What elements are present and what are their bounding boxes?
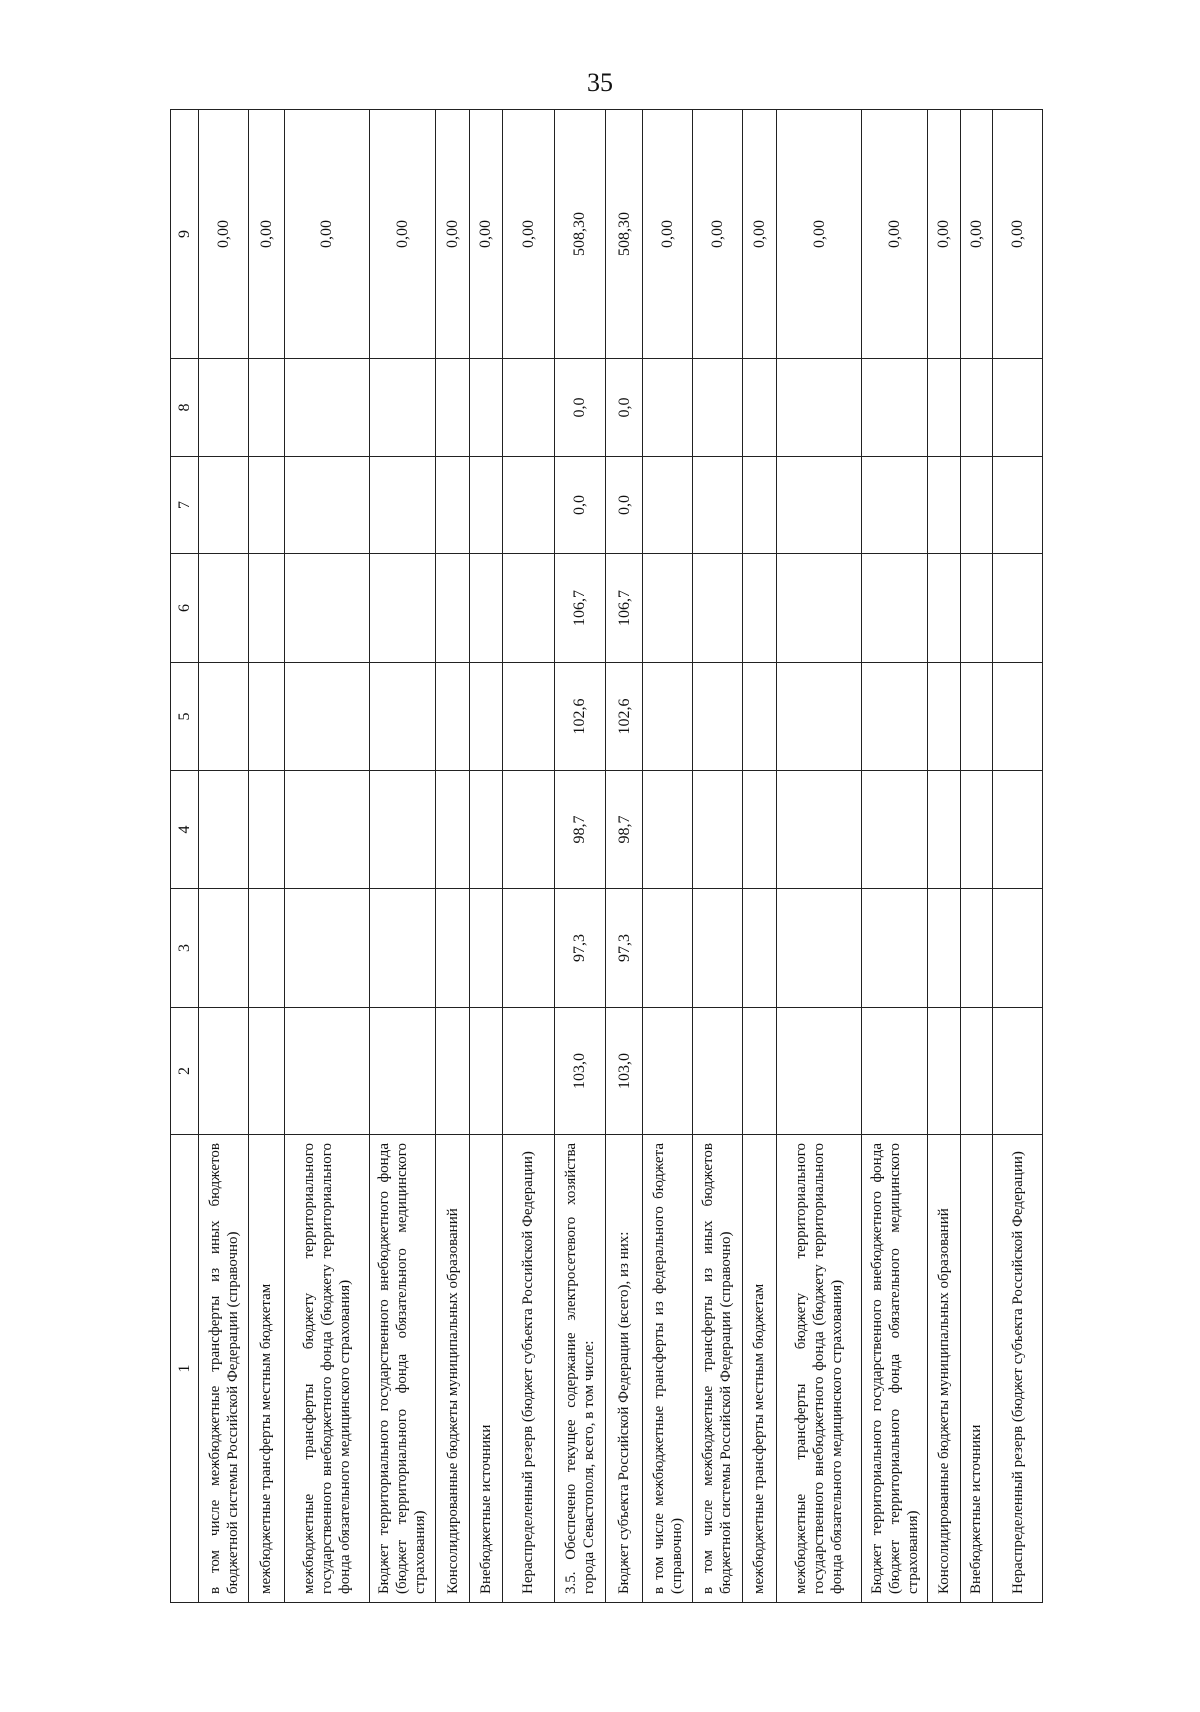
row-value bbox=[369, 359, 435, 457]
table-row bbox=[960, 110, 992, 1603]
row-value: 508,30 bbox=[606, 110, 643, 359]
table-row bbox=[742, 110, 777, 1603]
row-value: 97,3 bbox=[606, 889, 643, 1008]
row-value bbox=[993, 457, 1043, 554]
row-label: 3.5. Обеспечено текущее содержание электросетевого хозяйства города Севастополя, всего, в том числе: bbox=[554, 1135, 606, 1603]
row-label: Бюджет территориального государственного внебюджетного фонда (бюджет территориального фонда обязательного медицинского страхования) bbox=[862, 1135, 928, 1603]
row-value bbox=[692, 663, 742, 771]
row-value bbox=[470, 457, 502, 554]
row-value bbox=[284, 457, 369, 554]
row-value: 508,30 bbox=[554, 110, 606, 359]
row-value bbox=[960, 554, 992, 663]
row-value: 0,00 bbox=[470, 110, 502, 359]
row-value: 0,00 bbox=[248, 110, 284, 359]
row-value bbox=[928, 1008, 960, 1135]
row-value bbox=[960, 771, 992, 889]
row-value bbox=[777, 1008, 862, 1135]
row-value: 0,00 bbox=[928, 110, 960, 359]
row-value bbox=[777, 457, 862, 554]
row-value bbox=[502, 1008, 554, 1135]
row-value bbox=[199, 663, 249, 771]
row-value bbox=[502, 771, 554, 889]
row-value bbox=[643, 889, 693, 1008]
row-value bbox=[284, 1008, 369, 1135]
row-value: 0,00 bbox=[692, 110, 742, 359]
row-value bbox=[199, 457, 249, 554]
page-number: 35 bbox=[587, 68, 613, 97]
col-header: 2 bbox=[171, 1008, 199, 1135]
table-row bbox=[643, 110, 693, 1603]
table-row bbox=[777, 110, 862, 1603]
row-value bbox=[435, 771, 470, 889]
row-value bbox=[435, 1008, 470, 1135]
row-value bbox=[960, 457, 992, 554]
row-value bbox=[248, 457, 284, 554]
row-value bbox=[199, 1008, 249, 1135]
row-value bbox=[470, 359, 502, 457]
row-label: в том числе межбюджетные трансферты из федерального бюджета (справочно) bbox=[643, 1135, 693, 1603]
table-row bbox=[369, 110, 435, 1603]
row-value: 102,6 bbox=[606, 663, 643, 771]
row-value bbox=[470, 554, 502, 663]
row-value bbox=[862, 457, 928, 554]
row-value bbox=[862, 663, 928, 771]
row-value: 0,0 bbox=[554, 457, 606, 554]
col-header: 4 bbox=[171, 771, 199, 889]
row-value bbox=[248, 771, 284, 889]
col-header: 6 bbox=[171, 554, 199, 663]
row-value bbox=[742, 1008, 777, 1135]
row-value: 0,00 bbox=[435, 110, 470, 359]
row-value bbox=[993, 663, 1043, 771]
table-row bbox=[284, 110, 369, 1603]
row-value bbox=[502, 359, 554, 457]
row-value: 0,00 bbox=[284, 110, 369, 359]
row-label: межбюджетные трансферты бюджету территориального государственного внебюджетного фонда (бюджету территориального фонда обязательного медицинского страхования) bbox=[777, 1135, 862, 1603]
row-value bbox=[993, 771, 1043, 889]
row-value bbox=[502, 554, 554, 663]
row-value bbox=[248, 554, 284, 663]
row-value: 98,7 bbox=[606, 771, 643, 889]
row-value: 0,00 bbox=[960, 110, 992, 359]
row-value bbox=[435, 663, 470, 771]
row-value bbox=[960, 1008, 992, 1135]
row-label: Внебюджетные источники bbox=[470, 1135, 502, 1603]
table-row bbox=[248, 110, 284, 1603]
row-value bbox=[435, 457, 470, 554]
row-value: 0,00 bbox=[993, 110, 1043, 359]
row-value bbox=[862, 889, 928, 1008]
row-value bbox=[199, 771, 249, 889]
col-header: 8 bbox=[171, 359, 199, 457]
row-value: 106,7 bbox=[606, 554, 643, 663]
col-header: 3 bbox=[171, 889, 199, 1008]
row-value bbox=[284, 889, 369, 1008]
table-row bbox=[862, 110, 928, 1603]
budget-table bbox=[170, 109, 1043, 1603]
row-value bbox=[692, 1008, 742, 1135]
row-value bbox=[248, 1008, 284, 1135]
row-value bbox=[777, 554, 862, 663]
row-value bbox=[928, 889, 960, 1008]
row-value bbox=[369, 1008, 435, 1135]
row-value bbox=[643, 663, 693, 771]
row-value bbox=[862, 771, 928, 889]
row-value bbox=[248, 663, 284, 771]
row-value bbox=[369, 771, 435, 889]
table-row bbox=[199, 110, 249, 1603]
row-value bbox=[643, 457, 693, 554]
table-body bbox=[199, 110, 1043, 1603]
row-value bbox=[369, 554, 435, 663]
row-value bbox=[993, 889, 1043, 1008]
row-value: 0,00 bbox=[742, 110, 777, 359]
row-value: 0,00 bbox=[369, 110, 435, 359]
rotated-table-frame bbox=[170, 110, 1043, 1603]
row-value: 0,00 bbox=[643, 110, 693, 359]
row-value bbox=[248, 359, 284, 457]
row-value bbox=[993, 554, 1043, 663]
row-value bbox=[692, 554, 742, 663]
row-label: Бюджет субъекта Российской Федерации (всего), из них: bbox=[606, 1135, 643, 1603]
col-header: 7 bbox=[171, 457, 199, 554]
column-number-row bbox=[171, 110, 199, 1603]
row-value: 0,00 bbox=[502, 110, 554, 359]
table-row bbox=[435, 110, 470, 1603]
table-row bbox=[928, 110, 960, 1603]
row-value bbox=[284, 663, 369, 771]
row-value bbox=[435, 359, 470, 457]
row-value: 0,00 bbox=[199, 110, 249, 359]
row-label: Консолидированные бюджеты муниципальных образований bbox=[928, 1135, 960, 1603]
row-value bbox=[502, 663, 554, 771]
row-value bbox=[928, 771, 960, 889]
row-label: в том числе межбюджетные трансферты из иных бюджетов бюджетной системы Российской Федерации (справочно) bbox=[199, 1135, 249, 1603]
row-label: Консолидированные бюджеты муниципальных образований bbox=[435, 1135, 470, 1603]
col-header: 1 bbox=[171, 1135, 199, 1603]
row-value bbox=[742, 359, 777, 457]
row-value bbox=[928, 359, 960, 457]
row-value bbox=[284, 359, 369, 457]
row-value: 103,0 bbox=[606, 1008, 643, 1135]
row-value: 0,0 bbox=[606, 457, 643, 554]
row-value bbox=[199, 889, 249, 1008]
row-value bbox=[993, 359, 1043, 457]
row-value: 102,6 bbox=[554, 663, 606, 771]
row-value bbox=[692, 457, 742, 554]
row-label: Нераспределенный резерв (бюджет субъекта Российской Федерации) bbox=[993, 1135, 1043, 1603]
row-label: Бюджет территориального государственного внебюджетного фонда (бюджет территориального фонда обязательного медицинского страхования) bbox=[369, 1135, 435, 1603]
row-value bbox=[742, 663, 777, 771]
row-value bbox=[692, 889, 742, 1008]
row-value bbox=[928, 457, 960, 554]
row-value: 0,0 bbox=[554, 359, 606, 457]
row-value bbox=[960, 663, 992, 771]
row-value bbox=[928, 554, 960, 663]
row-value bbox=[960, 889, 992, 1008]
row-value bbox=[284, 771, 369, 889]
table-row bbox=[470, 110, 502, 1603]
row-value bbox=[742, 771, 777, 889]
row-value bbox=[369, 663, 435, 771]
row-value bbox=[470, 889, 502, 1008]
row-value: 98,7 bbox=[554, 771, 606, 889]
table-row bbox=[606, 110, 643, 1603]
row-value bbox=[643, 554, 693, 663]
row-value bbox=[435, 889, 470, 1008]
row-value bbox=[369, 457, 435, 554]
row-label: межбюджетные трансферты местным бюджетам bbox=[248, 1135, 284, 1603]
row-value bbox=[692, 771, 742, 889]
row-value bbox=[692, 359, 742, 457]
row-value bbox=[928, 663, 960, 771]
row-value bbox=[199, 359, 249, 457]
table-row bbox=[692, 110, 742, 1603]
row-value bbox=[960, 359, 992, 457]
col-header: 9 bbox=[171, 110, 199, 359]
row-label: межбюджетные трансферты местным бюджетам bbox=[742, 1135, 777, 1603]
row-value bbox=[777, 359, 862, 457]
row-label: в том числе межбюджетные трансферты из иных бюджетов бюджетной системы Российской Федерации (справочно) bbox=[692, 1135, 742, 1603]
row-value bbox=[742, 457, 777, 554]
row-value bbox=[435, 554, 470, 663]
row-value bbox=[742, 554, 777, 663]
row-value bbox=[470, 1008, 502, 1135]
row-value: 0,00 bbox=[777, 110, 862, 359]
row-value bbox=[369, 889, 435, 1008]
col-header: 5 bbox=[171, 663, 199, 771]
row-value: 0,0 bbox=[606, 359, 643, 457]
row-value bbox=[643, 359, 693, 457]
row-value bbox=[470, 663, 502, 771]
row-value bbox=[862, 359, 928, 457]
row-value bbox=[777, 663, 862, 771]
row-value bbox=[284, 554, 369, 663]
row-value bbox=[777, 771, 862, 889]
row-value bbox=[993, 1008, 1043, 1135]
row-value: 106,7 bbox=[554, 554, 606, 663]
row-value bbox=[643, 1008, 693, 1135]
row-value: 0,00 bbox=[862, 110, 928, 359]
row-value bbox=[502, 457, 554, 554]
table-row bbox=[554, 110, 606, 1603]
row-value bbox=[502, 889, 554, 1008]
row-value: 103,0 bbox=[554, 1008, 606, 1135]
row-label: Внебюджетные источники bbox=[960, 1135, 992, 1603]
row-value bbox=[199, 554, 249, 663]
row-value bbox=[862, 1008, 928, 1135]
row-value bbox=[742, 889, 777, 1008]
row-label: межбюджетные трансферты бюджету территориального государственного внебюджетного фонда (бюджету территориального фонда обязательного медицинского страхования) bbox=[284, 1135, 369, 1603]
table-row bbox=[502, 110, 554, 1603]
row-value bbox=[248, 889, 284, 1008]
row-value bbox=[470, 771, 502, 889]
row-value bbox=[777, 889, 862, 1008]
row-value: 97,3 bbox=[554, 889, 606, 1008]
row-label: Нераспределенный резерв (бюджет субъекта Российской Федерации) bbox=[502, 1135, 554, 1603]
row-value bbox=[862, 554, 928, 663]
table-row bbox=[993, 110, 1043, 1603]
row-value bbox=[643, 771, 693, 889]
